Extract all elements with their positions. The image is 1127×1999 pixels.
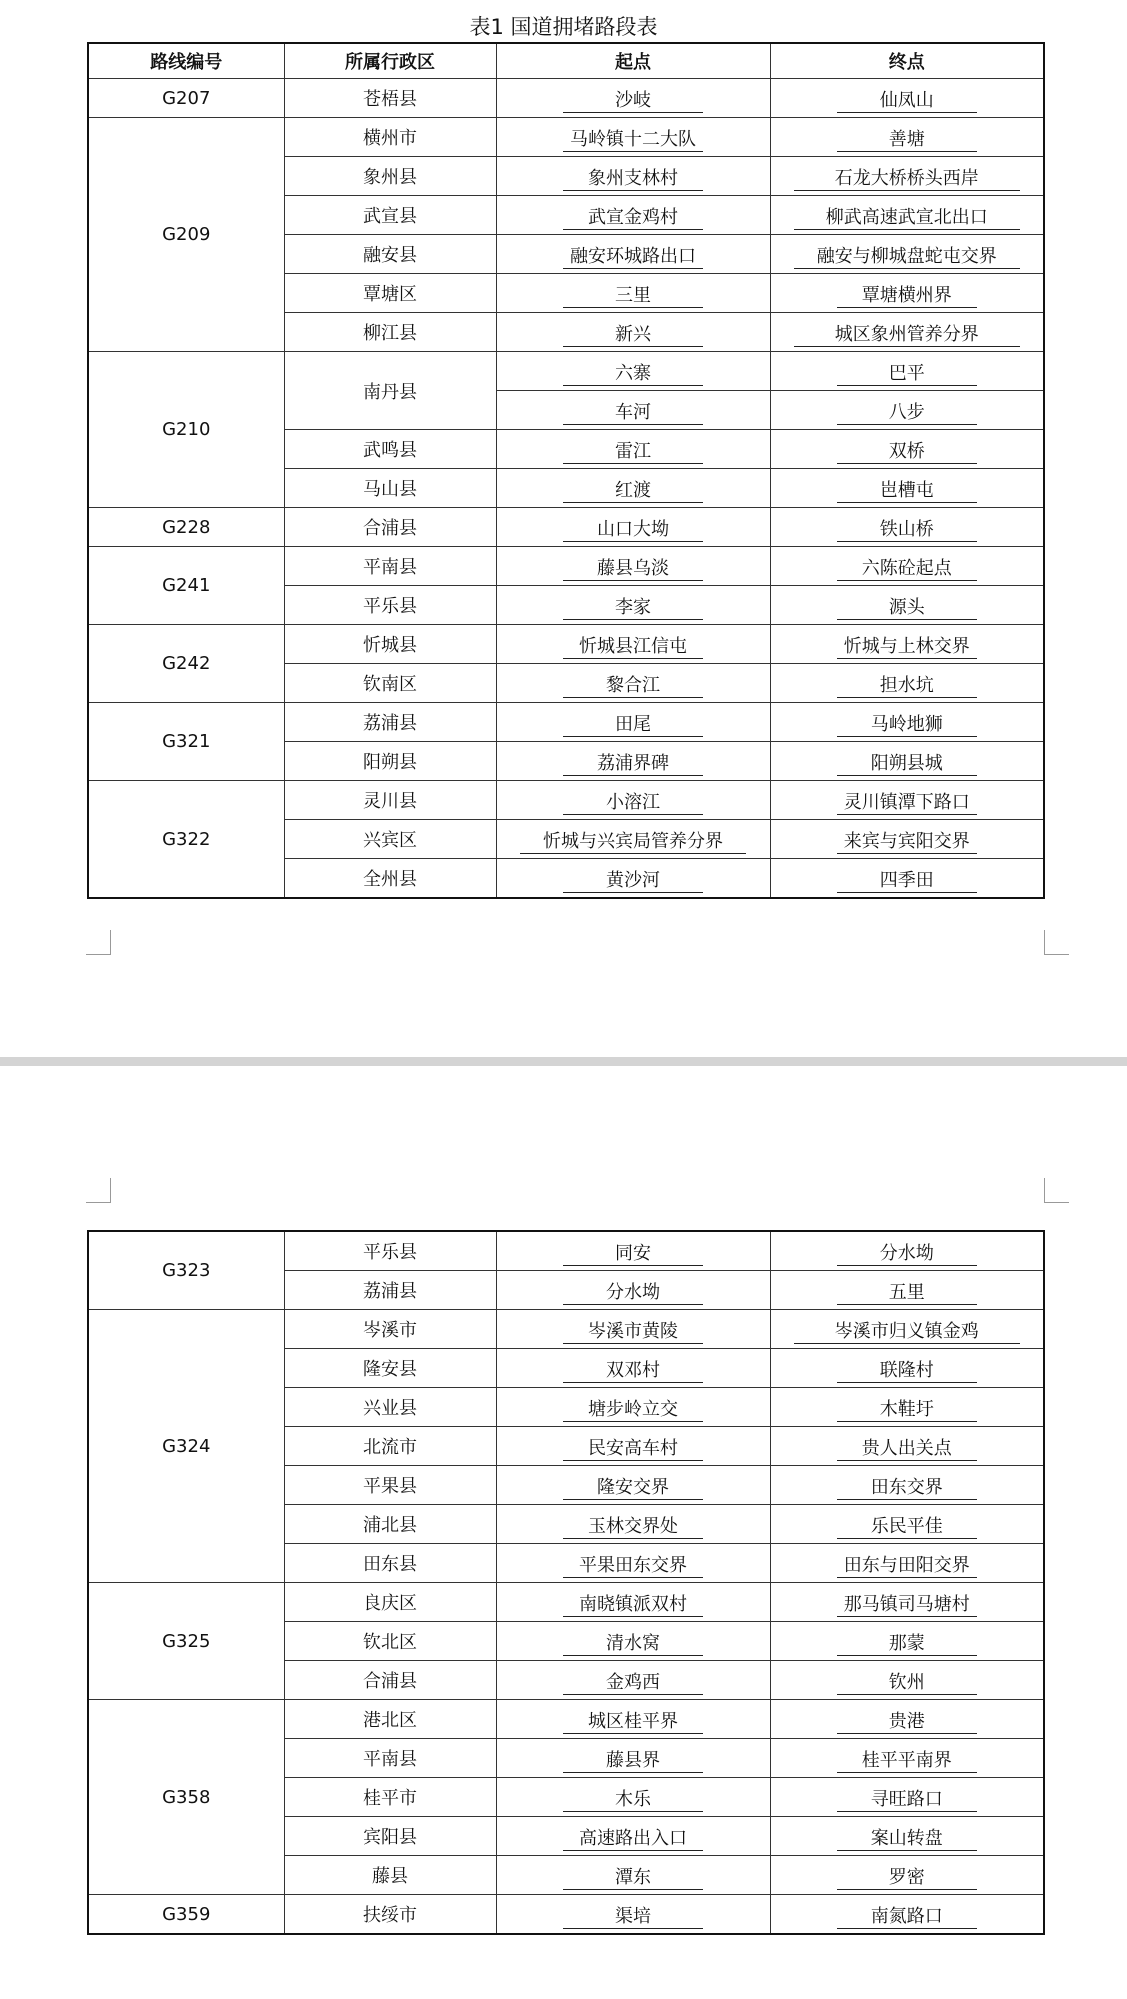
end-point-cell	[770, 625, 1044, 664]
area-cell: 阳朔县	[284, 742, 496, 781]
start-point-text: 分水坳	[563, 1276, 703, 1305]
end-point-cell	[770, 1544, 1044, 1583]
start-point-cell	[496, 742, 770, 781]
route-code-cell: G322	[88, 781, 284, 899]
start-point-cell	[496, 118, 770, 157]
end-point-text: 善塘	[837, 123, 977, 152]
end-point-text: 桂平平南界	[837, 1744, 977, 1773]
end-point-text: 岜槽屯	[837, 474, 977, 503]
area-cell: 北流市	[284, 1427, 496, 1466]
end-point-text: 石龙大桥桥头西岸	[794, 162, 1020, 191]
start-point-cell	[496, 508, 770, 547]
area-cell: 浦北县	[284, 1505, 496, 1544]
area-cell: 灵川县	[284, 781, 496, 820]
end-point-cell	[770, 820, 1044, 859]
congestion-table-part-2	[87, 1230, 1045, 1935]
area-cell: 宾阳县	[284, 1817, 496, 1856]
end-point-text: 覃塘横州界	[837, 279, 977, 308]
route-code-cell: G241	[88, 547, 284, 625]
area-cell: 港北区	[284, 1700, 496, 1739]
end-point-cell	[770, 859, 1044, 899]
start-point-text: 潭东	[563, 1861, 703, 1890]
corner-mark	[86, 930, 111, 955]
end-point-cell	[770, 508, 1044, 547]
area-cell: 钦南区	[284, 664, 496, 703]
route-code-cell: G324	[88, 1310, 284, 1583]
start-point-text: 高速路出入口	[563, 1822, 703, 1851]
start-point-text: 忻城县江信屯	[563, 630, 703, 659]
start-point-text: 小溶江	[563, 786, 703, 815]
start-point-text: 车河	[563, 396, 703, 425]
start-point-text: 清水窝	[563, 1627, 703, 1656]
table-row	[88, 1310, 1044, 1349]
end-point-cell	[770, 1466, 1044, 1505]
area-cell: 平南县	[284, 1739, 496, 1778]
end-point-cell	[770, 235, 1044, 274]
table-body-1	[88, 79, 1044, 899]
end-point-text: 来宾与宾阳交界	[837, 825, 977, 854]
start-point-text: 藤县界	[563, 1744, 703, 1773]
end-point-cell	[770, 313, 1044, 352]
table-row	[88, 79, 1044, 118]
start-point-text: 同安	[563, 1237, 703, 1266]
route-code-cell: G207	[88, 79, 284, 118]
start-point-text: 金鸡西	[563, 1666, 703, 1695]
start-point-cell	[496, 703, 770, 742]
end-point-cell	[770, 1271, 1044, 1310]
start-point-text: 荔浦界碑	[563, 747, 703, 776]
end-point-cell	[770, 1505, 1044, 1544]
area-cell: 兴业县	[284, 1388, 496, 1427]
start-point-text: 武宣金鸡村	[563, 201, 703, 230]
table-row	[88, 1895, 1044, 1935]
end-point-cell	[770, 430, 1044, 469]
end-point-cell	[770, 1739, 1044, 1778]
area-cell: 南丹县	[284, 352, 496, 430]
header-start: 起点	[496, 43, 770, 79]
start-point-cell	[496, 1700, 770, 1739]
end-point-text: 六陈砼起点	[837, 552, 977, 581]
end-point-text: 乐民平佳	[837, 1510, 977, 1539]
table-row	[88, 781, 1044, 820]
start-point-text: 藤县乌淡	[563, 552, 703, 581]
end-point-text: 城区象州管养分界	[794, 318, 1020, 347]
area-cell: 全州县	[284, 859, 496, 899]
area-cell: 横州市	[284, 118, 496, 157]
end-point-cell	[770, 1583, 1044, 1622]
header-end: 终点	[770, 43, 1044, 79]
route-code-cell: G321	[88, 703, 284, 781]
start-point-text: 马岭镇十二大队	[563, 123, 703, 152]
start-point-text: 渠培	[563, 1900, 703, 1929]
end-point-cell	[770, 1700, 1044, 1739]
start-point-cell	[496, 1349, 770, 1388]
end-point-cell	[770, 1388, 1044, 1427]
end-point-cell	[770, 1622, 1044, 1661]
end-point-text: 巴平	[837, 357, 977, 386]
page-gap	[0, 1057, 1127, 1066]
area-cell: 隆安县	[284, 1349, 496, 1388]
table-row	[88, 1700, 1044, 1739]
start-point-text: 黄沙河	[563, 864, 703, 893]
end-point-text: 担水坑	[837, 669, 977, 698]
start-point-text: 忻城与兴宾局管养分界	[520, 825, 746, 854]
start-point-text: 城区桂平界	[563, 1705, 703, 1734]
area-cell: 扶绥市	[284, 1895, 496, 1935]
table-body-2	[88, 1231, 1044, 1934]
area-cell: 兴宾区	[284, 820, 496, 859]
area-cell: 忻城县	[284, 625, 496, 664]
end-point-text: 贵人出关点	[837, 1432, 977, 1461]
end-point-cell	[770, 1231, 1044, 1271]
end-point-cell	[770, 742, 1044, 781]
area-cell: 藤县	[284, 1856, 496, 1895]
area-cell: 苍梧县	[284, 79, 496, 118]
end-point-text: 罗密	[837, 1861, 977, 1890]
end-point-cell	[770, 274, 1044, 313]
end-point-text: 那马镇司马塘村	[837, 1588, 977, 1617]
start-point-cell	[496, 430, 770, 469]
area-cell: 象州县	[284, 157, 496, 196]
congestion-table-part-1	[87, 42, 1045, 899]
area-cell: 马山县	[284, 469, 496, 508]
corner-mark	[1044, 1178, 1069, 1203]
start-point-text: 木乐	[563, 1783, 703, 1812]
start-point-text: 玉林交界处	[563, 1510, 703, 1539]
end-point-text: 马岭地狮	[837, 708, 977, 737]
end-point-cell	[770, 547, 1044, 586]
area-cell: 平果县	[284, 1466, 496, 1505]
start-point-cell	[496, 469, 770, 508]
end-point-text: 忻城与上林交界	[837, 630, 977, 659]
route-code-cell: G210	[88, 352, 284, 508]
start-point-text: 双邓村	[563, 1354, 703, 1383]
start-point-text: 三里	[563, 279, 703, 308]
start-point-text: 田尾	[563, 708, 703, 737]
start-point-text: 民安高车村	[563, 1432, 703, 1461]
start-point-cell	[496, 1778, 770, 1817]
end-point-text: 灵川镇潭下路口	[837, 786, 977, 815]
start-point-cell	[496, 313, 770, 352]
start-point-cell	[496, 625, 770, 664]
end-point-cell	[770, 352, 1044, 391]
end-point-cell	[770, 79, 1044, 118]
end-point-cell	[770, 1817, 1044, 1856]
start-point-text: 塘步岭立交	[563, 1393, 703, 1422]
area-cell: 荔浦县	[284, 703, 496, 742]
start-point-cell	[496, 586, 770, 625]
start-point-cell	[496, 820, 770, 859]
table-title: 表1 国道拥堵路段表	[469, 15, 658, 39]
end-point-text: 分水坳	[837, 1237, 977, 1266]
start-point-cell	[496, 157, 770, 196]
start-point-cell	[496, 1739, 770, 1778]
start-point-cell	[496, 1817, 770, 1856]
end-point-text: 源头	[837, 591, 977, 620]
end-point-cell	[770, 703, 1044, 742]
table-row	[88, 625, 1044, 664]
corner-mark	[86, 1178, 111, 1203]
start-point-text: 沙岐	[563, 84, 703, 113]
route-code-cell: G358	[88, 1700, 284, 1895]
end-point-cell	[770, 391, 1044, 430]
corner-mark	[1044, 930, 1069, 955]
start-point-text: 南晓镇派双村	[563, 1588, 703, 1617]
end-point-cell	[770, 1349, 1044, 1388]
end-point-text: 双桥	[837, 435, 977, 464]
route-code-cell: G325	[88, 1583, 284, 1700]
start-point-text: 隆安交界	[563, 1471, 703, 1500]
area-cell: 武鸣县	[284, 430, 496, 469]
start-point-text: 红渡	[563, 474, 703, 503]
end-point-cell	[770, 1895, 1044, 1935]
start-point-cell	[496, 1895, 770, 1935]
end-point-cell	[770, 196, 1044, 235]
end-point-text: 南氮路口	[837, 1900, 977, 1929]
start-point-cell	[496, 1544, 770, 1583]
end-point-cell	[770, 469, 1044, 508]
start-point-cell	[496, 79, 770, 118]
area-cell: 合浦县	[284, 1661, 496, 1700]
end-point-text: 田东与田阳交界	[837, 1549, 977, 1578]
end-point-text: 铁山桥	[837, 513, 977, 542]
end-point-cell	[770, 664, 1044, 703]
end-point-text: 四季田	[837, 864, 977, 893]
end-point-text: 寻旺路口	[837, 1783, 977, 1812]
start-point-cell	[496, 1231, 770, 1271]
start-point-cell	[496, 274, 770, 313]
route-code-cell: G209	[88, 118, 284, 352]
start-point-cell	[496, 235, 770, 274]
end-point-cell	[770, 1427, 1044, 1466]
start-point-cell	[496, 664, 770, 703]
end-point-text: 五里	[837, 1276, 977, 1305]
table-row	[88, 1583, 1044, 1622]
route-code-cell: G359	[88, 1895, 284, 1935]
route-code-cell: G242	[88, 625, 284, 703]
route-code-cell: G228	[88, 508, 284, 547]
table-row	[88, 352, 1044, 391]
start-point-text: 六寨	[563, 357, 703, 386]
area-cell: 覃塘区	[284, 274, 496, 313]
area-cell: 平乐县	[284, 1231, 496, 1271]
start-point-cell	[496, 859, 770, 899]
start-point-cell	[496, 1856, 770, 1895]
start-point-cell	[496, 1310, 770, 1349]
start-point-cell	[496, 781, 770, 820]
area-cell: 武宣县	[284, 196, 496, 235]
end-point-text: 案山转盘	[837, 1822, 977, 1851]
end-point-text: 木鞋圩	[837, 1393, 977, 1422]
route-code-cell: G323	[88, 1231, 284, 1310]
end-point-text: 岑溪市归义镇金鸡	[794, 1315, 1020, 1344]
start-point-text: 岑溪市黄陵	[563, 1315, 703, 1344]
start-point-text: 新兴	[563, 318, 703, 347]
end-point-text: 八步	[837, 396, 977, 425]
end-point-text: 田东交界	[837, 1471, 977, 1500]
area-cell: 田东县	[284, 1544, 496, 1583]
start-point-text: 李家	[563, 591, 703, 620]
header-route: 路线编号	[88, 43, 284, 79]
end-point-cell	[770, 1856, 1044, 1895]
start-point-cell	[496, 391, 770, 430]
end-point-text: 柳武高速武宣北出口	[794, 201, 1020, 230]
end-point-text: 阳朔县城	[837, 747, 977, 776]
start-point-text: 平果田东交界	[563, 1549, 703, 1578]
table-row	[88, 1231, 1044, 1271]
start-point-cell	[496, 196, 770, 235]
end-point-text: 贵港	[837, 1705, 977, 1734]
start-point-text: 山口大坳	[563, 513, 703, 542]
start-point-cell	[496, 547, 770, 586]
end-point-text: 钦州	[837, 1666, 977, 1695]
end-point-cell	[770, 1661, 1044, 1700]
end-point-text: 那蒙	[837, 1627, 977, 1656]
area-cell: 合浦县	[284, 508, 496, 547]
end-point-text: 仙凤山	[837, 84, 977, 113]
start-point-cell	[496, 1622, 770, 1661]
document-page-2	[0, 1066, 1127, 1999]
start-point-text: 融安环城路出口	[563, 240, 703, 269]
start-point-cell	[496, 1427, 770, 1466]
start-point-text: 黎合江	[563, 669, 703, 698]
end-point-cell	[770, 586, 1044, 625]
area-cell: 荔浦县	[284, 1271, 496, 1310]
header-area: 所属行政区	[284, 43, 496, 79]
end-point-cell	[770, 781, 1044, 820]
start-point-cell	[496, 1466, 770, 1505]
area-cell: 平乐县	[284, 586, 496, 625]
start-point-cell	[496, 1388, 770, 1427]
end-point-cell	[770, 1310, 1044, 1349]
area-cell: 钦北区	[284, 1622, 496, 1661]
table-row	[88, 118, 1044, 157]
table-row	[88, 508, 1044, 547]
area-cell: 柳江县	[284, 313, 496, 352]
start-point-text: 雷江	[563, 435, 703, 464]
start-point-cell	[496, 1505, 770, 1544]
table-row	[88, 703, 1044, 742]
table-header-row	[88, 43, 1044, 79]
start-point-cell	[496, 1661, 770, 1700]
start-point-cell	[496, 1583, 770, 1622]
end-point-cell	[770, 1778, 1044, 1817]
end-point-text: 融安与柳城盘蛇屯交界	[794, 240, 1020, 269]
start-point-cell	[496, 352, 770, 391]
area-cell: 平南县	[284, 547, 496, 586]
table-row	[88, 547, 1044, 586]
area-cell: 岑溪市	[284, 1310, 496, 1349]
end-point-text: 联隆村	[837, 1354, 977, 1383]
area-cell: 桂平市	[284, 1778, 496, 1817]
area-cell: 良庆区	[284, 1583, 496, 1622]
end-point-cell	[770, 157, 1044, 196]
end-point-cell	[770, 118, 1044, 157]
start-point-cell	[496, 1271, 770, 1310]
area-cell: 融安县	[284, 235, 496, 274]
start-point-text: 象州支林村	[563, 162, 703, 191]
